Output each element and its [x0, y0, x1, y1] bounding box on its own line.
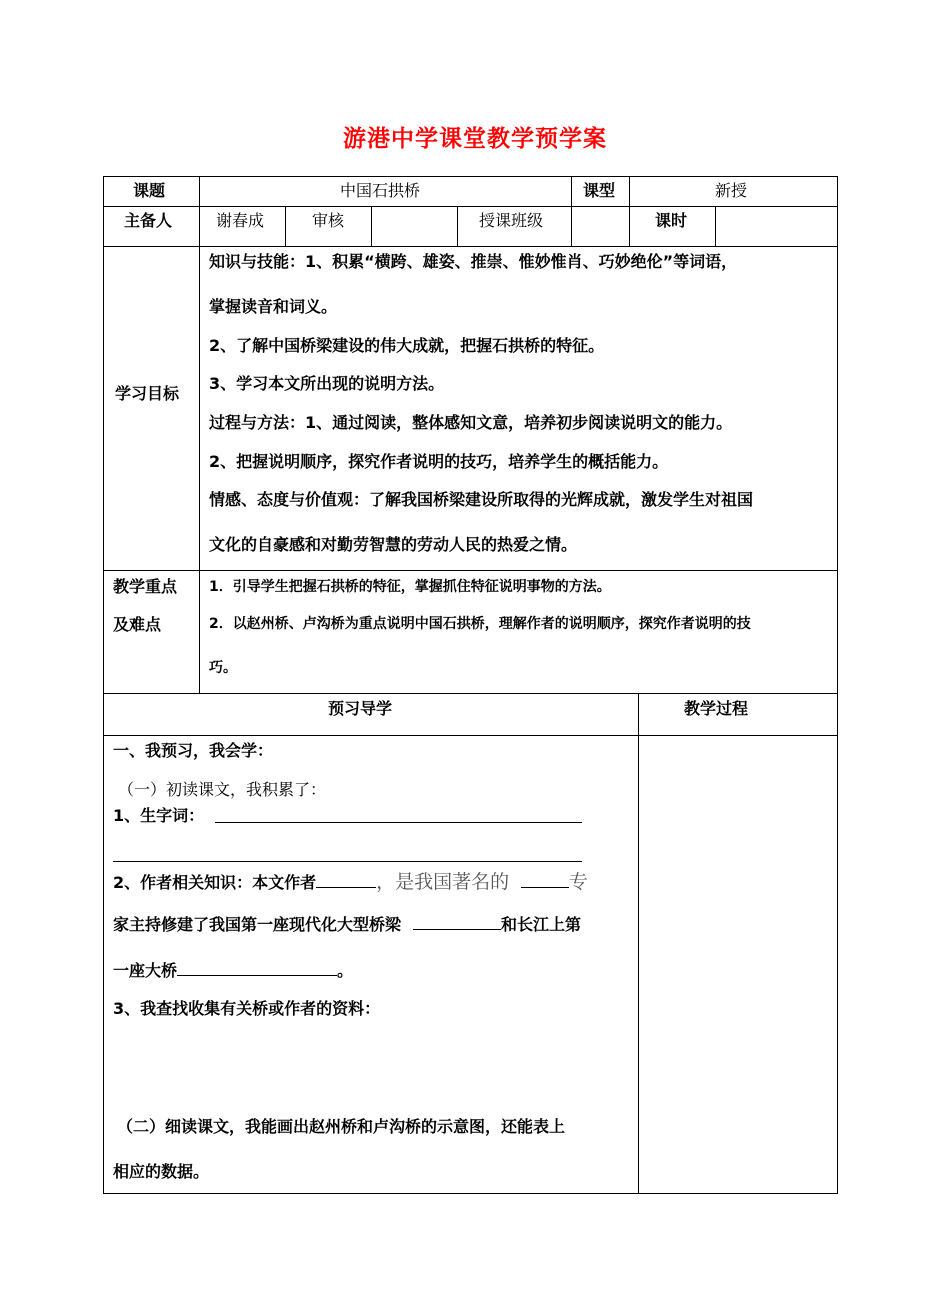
first-reading: （一）初读课文，我积累了： [118, 780, 327, 799]
type-label: 课型 [583, 181, 616, 200]
process-section-header: 教学过程 [684, 699, 749, 718]
preparer-label: 主备人 [124, 211, 173, 230]
bridge-blank[interactable] [413, 915, 501, 930]
preview-heading: 一、我预习，我会学： [113, 741, 274, 760]
objective-line: 文化的自豪感和对勤劳智慧的劳动人民的热爱之情。 [209, 535, 578, 554]
review-label: 审核 [312, 211, 345, 230]
objective-line: 2、了解中国桥梁建设的伟大成就，把握石拱桥的特征。 [209, 336, 605, 355]
detail-reading: （二）细读课文，我能画出赵州桥和卢沟桥的示意图，还能表上 [117, 1117, 566, 1136]
keypoint-line: 1．引导学生把握石拱桥的特征，掌握抓住特征说明事物的方法。 [209, 579, 611, 595]
class-label: 授课班级 [479, 211, 544, 230]
collect-prompt: 3、我查找收集有关桥或作者的资料： [113, 999, 381, 1018]
profession-blank[interactable] [521, 873, 569, 888]
preview-section-header: 预习导学 [328, 699, 393, 718]
keypoint-line: 2．以赵州桥、卢沟桥为重点说明中国石拱桥，理解作者的说明顺序，探究作者说明的技 [209, 616, 751, 632]
author-line [113, 872, 588, 893]
topic-label: 课题 [133, 181, 166, 200]
objective-line: 2、把握说明顺序，探究作者说明的技巧，培养学生的概括能力。 [209, 452, 669, 471]
page-title: 游港中学课堂教学预学案 [343, 126, 607, 152]
author-text: 家主持修建了我国第一座现代化大型桥梁 [113, 915, 402, 934]
hours-label: 课时 [655, 211, 688, 230]
author-line [113, 961, 353, 981]
keypoints-label: 及难点 [113, 615, 162, 634]
objective-line: 情感、态度与价值观：了解我国桥梁建设所取得的光辉成就，激发学生对祖国 [209, 490, 754, 509]
author-name-blank[interactable] [316, 873, 376, 888]
author-text: 一座大桥 [113, 961, 178, 980]
author-text: 。 [337, 961, 354, 980]
keypoint-line: 巧。 [209, 660, 237, 676]
author-line [113, 915, 581, 935]
preparer-value: 谢春成 [216, 211, 265, 230]
author-text: 专 [568, 871, 588, 893]
objective-line: 3、学习本文所出现的说明方法。 [209, 374, 445, 393]
vocab-blank-2[interactable] [113, 861, 582, 862]
objective-line: 过程与方法：1、通过阅读，整体感知文意，培养初步阅读说明文的能力。 [209, 413, 733, 432]
detail-reading: 相应的数据。 [113, 1162, 210, 1181]
author-text: 和长江上第 [501, 915, 582, 934]
vocab-blank[interactable] [215, 822, 582, 823]
vocab-prompt: 1、生字词： [113, 806, 205, 825]
author-text: 2、作者相关知识：本文作者 [113, 873, 317, 892]
yangtze-bridge-blank[interactable] [177, 961, 337, 976]
objective-line: 掌握读音和词义。 [209, 297, 338, 316]
author-text: ，是我国著名的 [376, 871, 510, 893]
topic-value: 中国石拱桥 [340, 181, 421, 200]
objectives-label: 学习目标 [115, 384, 180, 403]
objective-line: 知识与技能：1、积累“横跨、雄姿、推崇、惟妙惟肖、巧妙绝伦”等词语， [209, 252, 738, 271]
keypoints-label: 教学重点 [113, 577, 178, 596]
type-value: 新授 [715, 181, 748, 200]
